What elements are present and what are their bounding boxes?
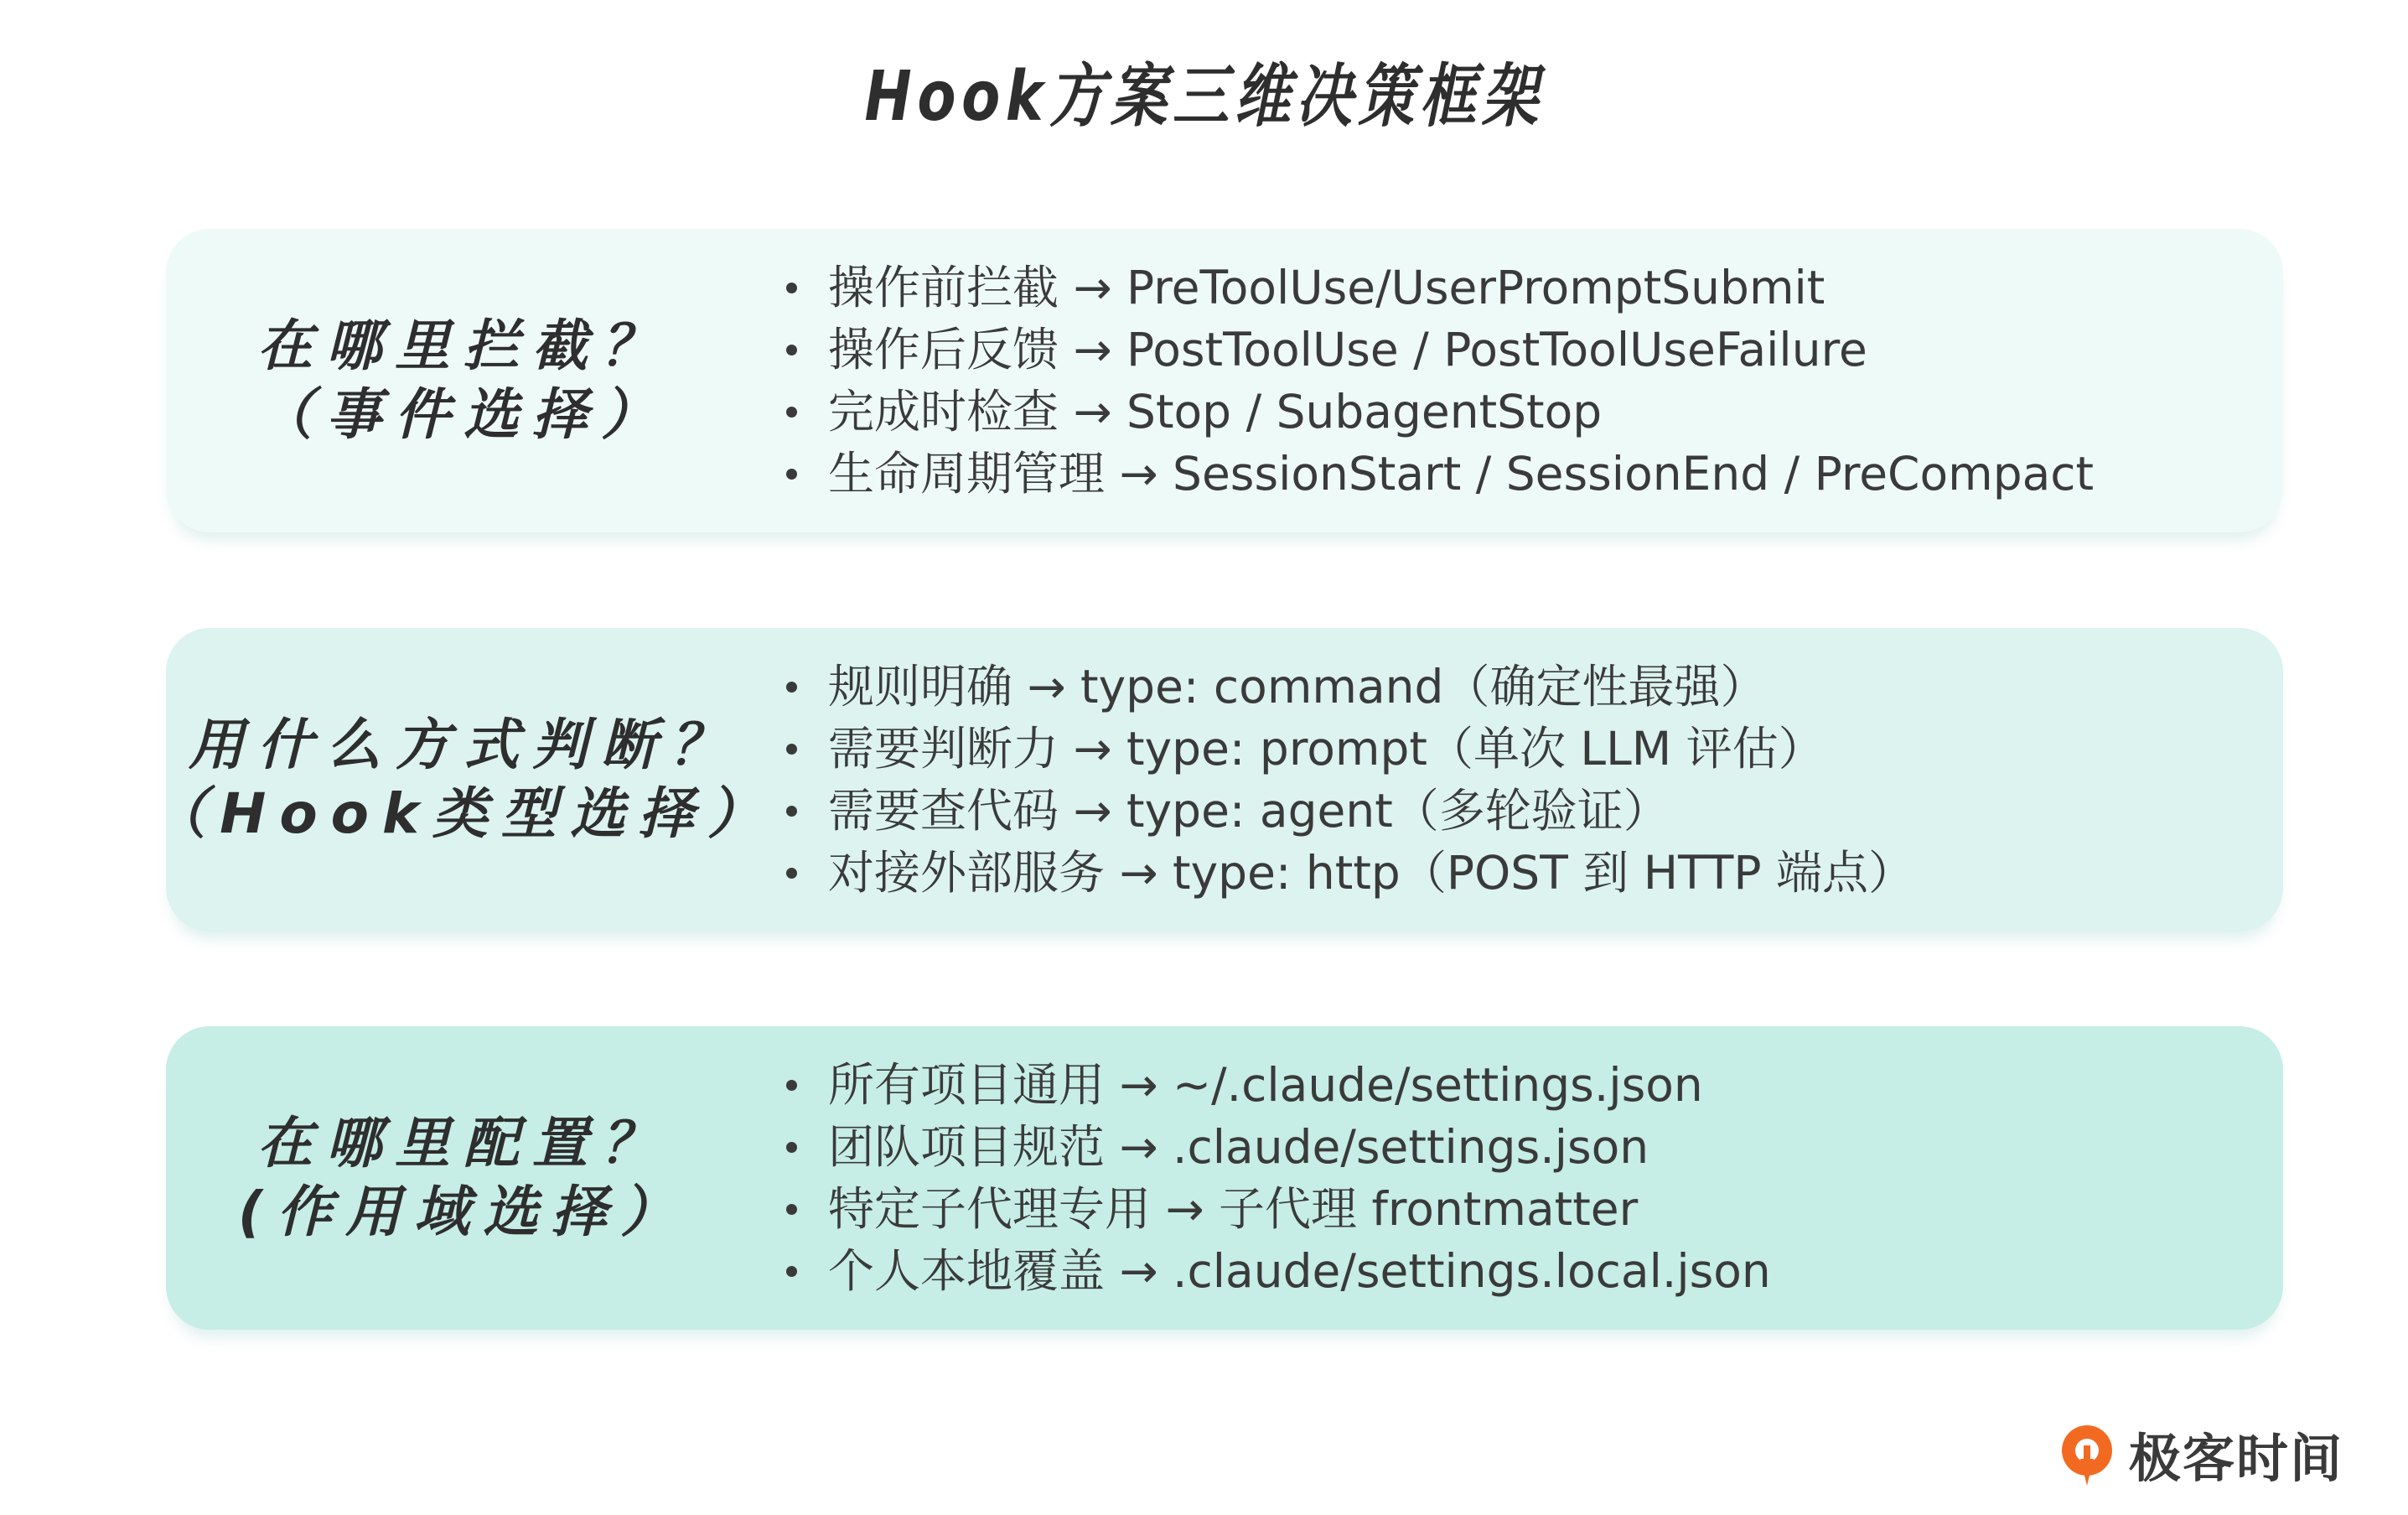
- option-list: [776, 257, 2094, 505]
- option-list: [776, 656, 1914, 904]
- list-item: [776, 443, 2094, 505]
- question-subline: （事件选择）: [257, 382, 670, 447]
- list-item-text: 所有项目通用 → ~/.claude/settings.json: [828, 1058, 1703, 1112]
- diagram-title: Hook方案三维决策框架: [864, 57, 1544, 137]
- bullet-icon: [786, 868, 797, 879]
- bullet-icon: [786, 744, 797, 755]
- bullet-icon: [786, 345, 797, 355]
- list-item: [776, 1240, 1771, 1302]
- panel-question: [166, 229, 761, 532]
- geektime-logo-icon: [2055, 1420, 2119, 1489]
- list-item: [776, 780, 1914, 842]
- list-item-text: 个人本地覆盖 → .claude/settings.local.json: [828, 1244, 1771, 1298]
- bullet-icon: [786, 682, 797, 693]
- list-item: [776, 381, 2094, 443]
- panel-question: [166, 1026, 761, 1330]
- list-item-text: 操作后反馈 → PostToolUse / PostToolUseFailure: [828, 323, 1867, 376]
- question-line: 在哪里配置？: [257, 1111, 670, 1175]
- panel-hook-type: [151, 628, 2283, 931]
- list-item-text: 规则明确 → type: command（确定性最强）: [828, 660, 1767, 713]
- panel-question: [151, 628, 776, 931]
- brand-logo-text: 极客时间: [2129, 1428, 2344, 1489]
- bullet-icon: [786, 407, 797, 418]
- panel-scope-selection: [166, 1026, 2283, 1330]
- list-item: [776, 842, 1914, 904]
- bullet-icon: [786, 1142, 797, 1153]
- list-item-text: 特定子代理专用 → 子代理 frontmatter: [828, 1182, 1639, 1236]
- question-line: 在哪里拦截？: [257, 314, 670, 378]
- question-line: 用什么方式判断？: [189, 713, 738, 777]
- list-item-text: 对接外部服务 → type: http（POST 到 HTTP 端点）: [828, 846, 1914, 900]
- list-item: [776, 1178, 1771, 1240]
- list-item: [776, 1116, 1771, 1178]
- list-item: [776, 718, 1914, 780]
- question-subline: (作用域选择）: [237, 1180, 690, 1244]
- list-item: [776, 1054, 1771, 1116]
- list-item-text: 完成时检查 → Stop / SubagentStop: [828, 385, 1603, 438]
- list-item: [776, 319, 2094, 381]
- bullet-icon: [786, 283, 797, 293]
- list-item: [776, 257, 2094, 319]
- bullet-icon: [786, 1266, 797, 1277]
- bullet-icon: [786, 806, 797, 817]
- brand-logo: [2055, 1417, 2343, 1492]
- bullet-icon: [786, 1080, 797, 1091]
- list-item-text: 生命周期管理 → SessionStart / SessionEnd / PreCompact: [828, 447, 2095, 501]
- panel-event-selection: [166, 229, 2283, 532]
- list-item-text: 团队项目规范 → .claude/settings.json: [828, 1120, 1649, 1174]
- question-subline: （Hook类型选择）: [151, 781, 776, 846]
- option-list: [776, 1054, 1771, 1302]
- list-item-text: 需要查代码 → type: agent（多轮验证）: [828, 784, 1670, 838]
- list-item-text: 需要判断力 → type: prompt（单次 LLM 评估）: [828, 722, 1825, 776]
- list-item: [776, 656, 1914, 718]
- list-item-text: 操作前拦截 → PreToolUse/UserPromptSubmit: [828, 261, 1825, 314]
- bullet-icon: [786, 469, 797, 480]
- bullet-icon: [786, 1204, 797, 1215]
